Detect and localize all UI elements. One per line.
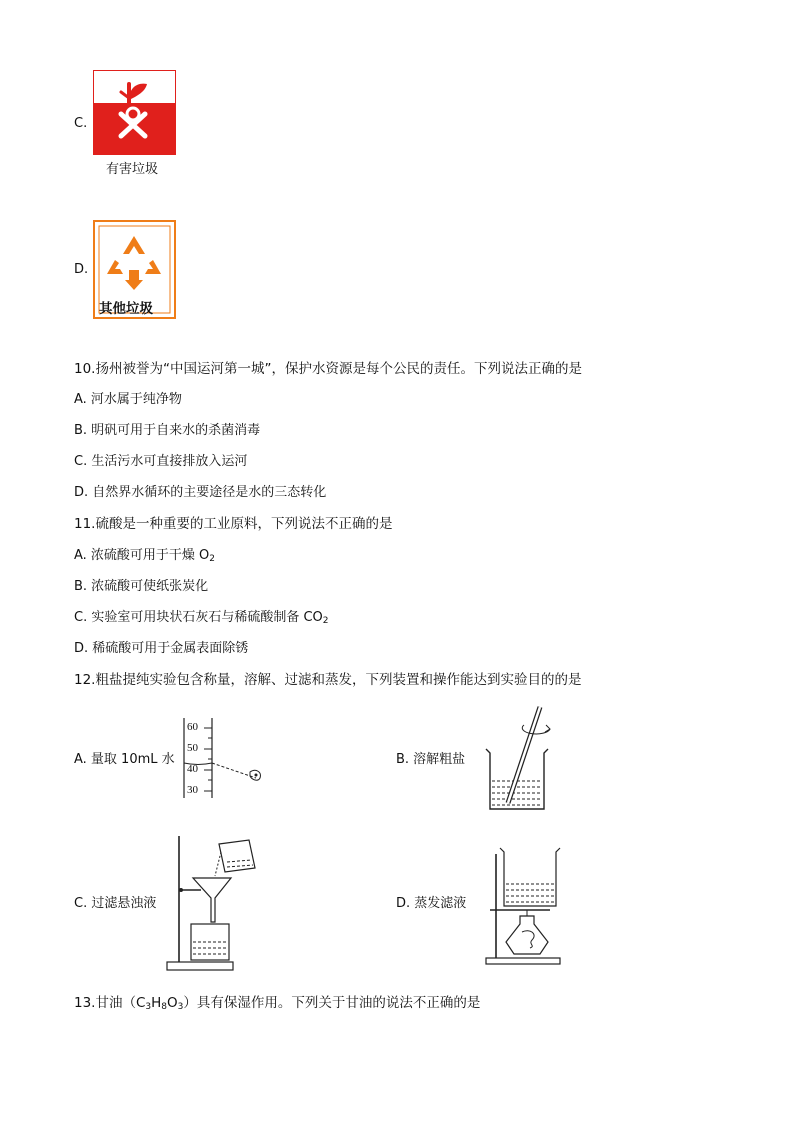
filtration-figure: [165, 832, 265, 974]
tick-30: 30: [187, 784, 198, 796]
tick-50: 50: [187, 742, 198, 754]
q10-option-b: B. 明矾可用于自来水的杀菌消毒: [74, 423, 261, 438]
option-c-letter: C.: [74, 116, 88, 131]
q12-option-b: B. 溶解粗盐: [396, 752, 466, 767]
option-d-letter: D.: [74, 262, 89, 277]
q12-option-a: A. 量取 10mL 水: [74, 752, 175, 767]
q11-option-b: B. 浓硫酸可使纸张炭化: [74, 579, 209, 594]
q11-option-d: D. 稀硫酸可用于金属表面除锈: [74, 641, 249, 656]
other-waste-caption: 其他垃圾: [99, 301, 153, 317]
q12-stem: 12.粗盐提纯实验包含称量，溶解、过滤和蒸发，下列装置和操作能达到实验目的的是: [74, 672, 582, 688]
q10-stem: 10.扬州被誉为“中国运河第一城”，保护水资源是每个公民的责任。下列说法正确的是: [74, 361, 582, 377]
tick-60: 60: [187, 721, 198, 733]
q11-stem: 11.硫酸是一种重要的工业原料，下列说法不正确的是: [74, 516, 393, 532]
q11-option-a: A. 浓硫酸可用于干燥 $O_2$: [74, 548, 216, 564]
q12-option-d: D. 蒸发滤液: [396, 896, 467, 911]
tick-40: 40: [187, 763, 198, 775]
q10-option-a: A. 河水属于纯净物: [74, 392, 182, 407]
q12-option-c: C. 过滤悬浊液: [74, 896, 157, 911]
q11-option-c: C. 实验室可用块状石灰石与稀硫酸制备 $CO_2$: [74, 610, 329, 626]
q13-stem: 13.甘油$(C_3H_8O_3)$具有保湿作用。下列关于甘油的说法不正确的是: [74, 995, 481, 1012]
hazardous-waste-icon: [93, 70, 176, 155]
q10-option-c: C. 生活污水可直接排放入运河: [74, 454, 248, 469]
hazardous-waste-caption: 有害垃圾: [106, 162, 159, 177]
evaporation-figure: [484, 844, 564, 966]
beaker-stirring-figure: [480, 705, 560, 813]
q10-option-d: D. 自然界水循环的主要途径是水的三态转化: [74, 485, 327, 500]
